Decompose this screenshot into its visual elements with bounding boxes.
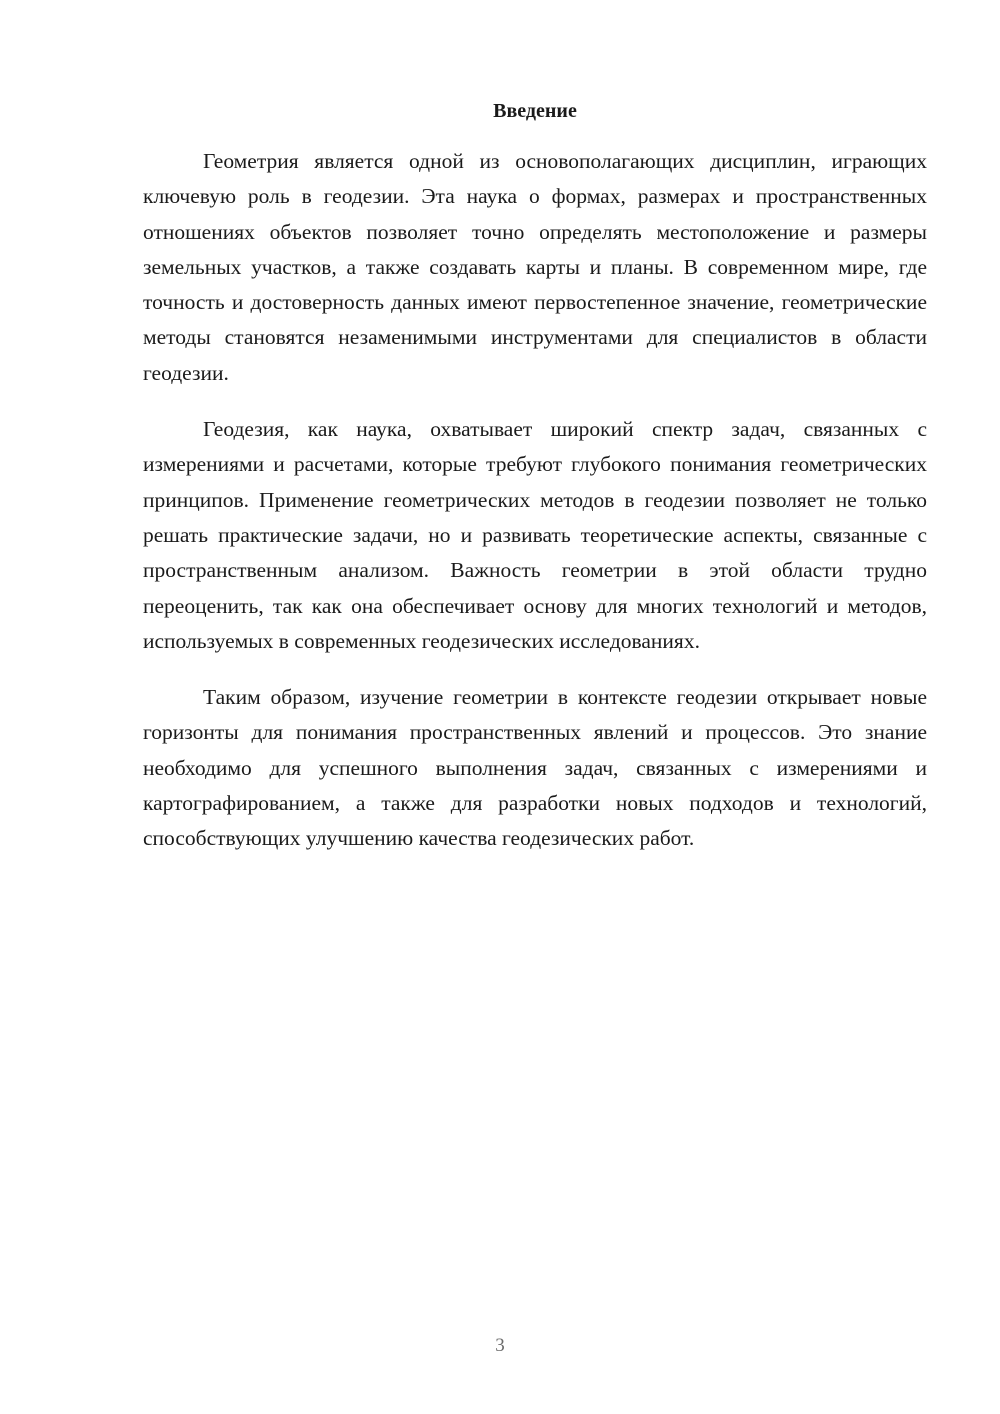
paragraph-1: Геометрия является одной из основополагающих дисциплин, играющих ключевую роль в геодезии. Эта наука о формах, размерах и пространственных отношениях объектов позволяет точно определять местоположение и размеры земельных участков, а также создавать карты и планы. В современном мире, где точность и достоверность данных имеют первостепенное значение, геометрические методы становятся незаменимыми инструментами для специалистов в области геодезии. (143, 149, 927, 385)
paragraph-3: Таким образом, изучение геометрии в контексте геодезии открывает новые горизонты для понимания пространственных явлений и процессов. Это знание необходимо для успешного выполнения задач, связанных с измерениями и картографированием, а также для разработки новых подходов и технологий, способствующих улучшению качества геодезических работ. (143, 685, 927, 851)
paragraph-2: Геодезия, как наука, охватывает широкий спектр задач, связанных с измерениями и расчетами, которые требуют глубокого понимания геометрических принципов. Применение геометрических методов в геодезии позволяет не только решать практические задачи, но и развивать теоретические аспекты, связанные с пространственным анализом. Важность геометрии в этой области трудно переоценить, так как она обеспечивает основу для многих технологий и методов, используемых в современных геодезических исследованиях. (143, 417, 927, 653)
section-heading: Введение (493, 100, 577, 122)
page-number: 3 (495, 1335, 505, 1356)
page-content (143, 97, 927, 857)
